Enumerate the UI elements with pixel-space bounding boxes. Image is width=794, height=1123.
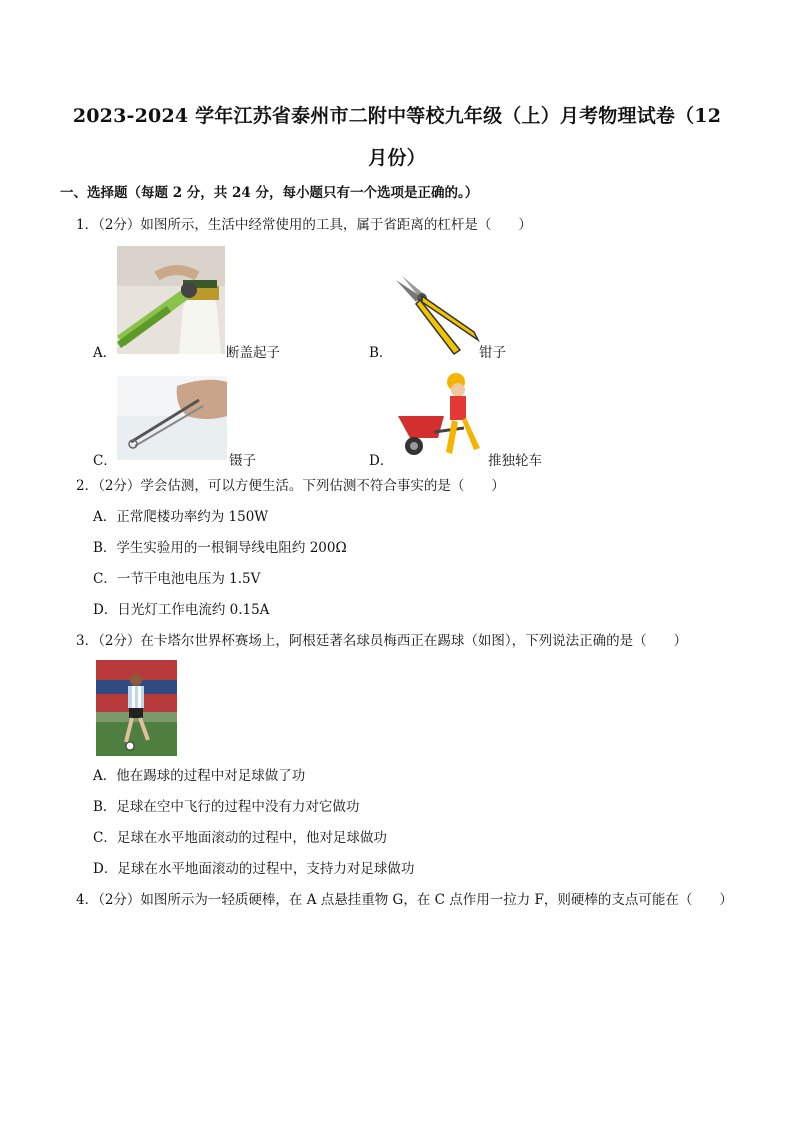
q1-option-c-caption: 镊子 (229, 453, 256, 469)
section-heading: 一、选择题（每题 2 分，共 24 分，每小题只有一个选项是正确的。） (60, 185, 479, 201)
q1-option-d-caption: 推独轮车 (488, 453, 542, 469)
q3-option-c: C．足球在水平地面滚动的过程中，他对足球做功 (93, 830, 387, 846)
q1-option-d-letter: D． (369, 453, 394, 469)
question-1-stem: 1．（2分）如图所示，生活中经常使用的工具，属于省距离的杠杆是（ ） (76, 217, 532, 233)
q2-option-b: B．学生实验用的一根铜导线电阻约 200Ω (93, 540, 347, 556)
q1-option-a-caption: 断盖起子 (226, 345, 280, 361)
q1-option-b-caption: 钳子 (479, 345, 506, 361)
page-title-line-2: 月份） (368, 147, 426, 169)
bottle-opener-image (117, 246, 225, 354)
question-3-stem: 3．（2分）在卡塔尔世界杯赛场上，阿根廷著名球员梅西正在踢球（如图），下列说法正确的是（ ） (76, 633, 688, 649)
q2-option-d: D．日光灯工作电流约 0.15A (93, 602, 270, 618)
q3-option-d: D．足球在水平地面滚动的过程中，支持力对足球做功 (93, 861, 415, 877)
tweezers-image (117, 376, 227, 460)
question-4-stem: 4．（2分）如图所示为一轻质硬棒，在 A 点悬挂重物 G，在 C 点作用一拉力 F，则硬棒的支点可能在（ ） (76, 892, 733, 908)
q3-option-a: A．他在踢球的过程中对足球做了功 (93, 768, 306, 784)
page-title-line-1: 2023-2024 学年江苏省泰州市二附中等校九年级（上）月考物理试卷（12 (72, 105, 722, 127)
pliers-image (392, 274, 482, 358)
q1-option-b-letter: B． (369, 345, 393, 361)
q1-option-c-letter: C． (93, 453, 117, 469)
wheelbarrow-image (394, 372, 490, 462)
q2-option-a: A．正常爬楼功率约为 150W (93, 509, 269, 525)
q3-option-b: B．足球在空中飞行的过程中没有力对它做功 (93, 799, 360, 815)
q1-option-a-letter: A． (93, 345, 117, 361)
q2-option-c: C．一节干电池电压为 1.5V (93, 571, 261, 587)
soccer-player-image (96, 660, 177, 756)
question-2-stem: 2．（2分）学会估测，可以方便生活。下列估测不符合事实的是（ ） (76, 478, 505, 494)
